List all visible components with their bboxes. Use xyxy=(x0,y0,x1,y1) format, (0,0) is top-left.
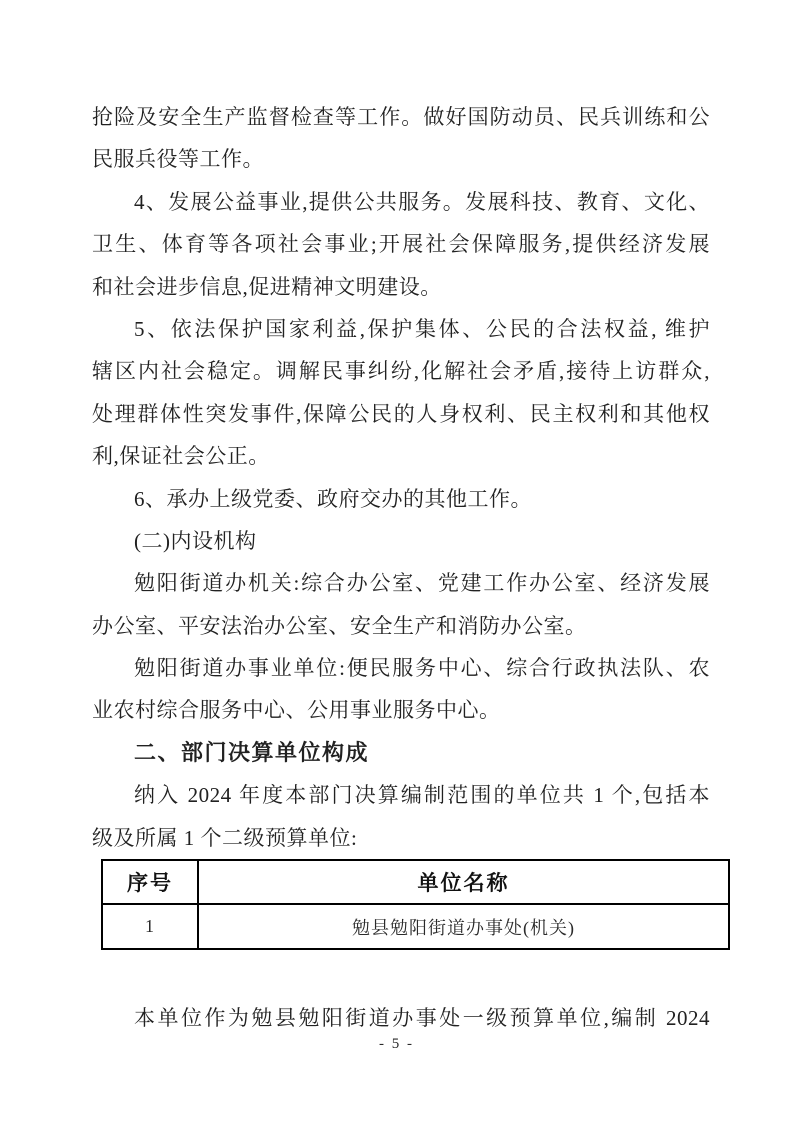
page-number: - 5 - xyxy=(379,1036,414,1052)
text-line: 和社会进步信息,促进精神文明建设。 xyxy=(92,274,442,299)
text-line: 辖区内社会稳定。调解民事纠纷,化解社会矛盾,接待上访群众, xyxy=(92,359,710,384)
cell-index: 1 xyxy=(102,904,198,949)
text-line: 5、依法保护国家利益,保护集体、公民的合法权益, 维护 xyxy=(134,316,710,341)
text-line: 勉阳街道办事业单位:便民服务中心、综合行政执法队、农 xyxy=(134,656,710,681)
table-row xyxy=(102,904,729,949)
text-line: 4、发展公益事业,提供公共服务。发展科技、教育、文化、 xyxy=(134,189,710,214)
column-header-index: 序号 xyxy=(102,860,198,904)
text-line: 业农村综合服务中心、公用事业服务中心。 xyxy=(92,698,501,723)
section-heading: 二、部门决算单位构成 xyxy=(134,739,370,765)
text-line: 处理群体性突发事件,保障公民的人身权利、民主权利和其他权 xyxy=(92,401,710,426)
text-line: 办公室、平安法治办公室、安全生产和消防办公室。 xyxy=(92,613,587,638)
text-line: 勉阳街道办机关:综合办公室、党建工作办公室、经济发展 xyxy=(134,571,710,596)
text-line: 级及所属 1 个二级预算单位: xyxy=(92,825,358,850)
text-line: 本单位作为勉县勉阳街道办事处一级预算单位,编制 2024 xyxy=(134,1006,710,1031)
table-header-row xyxy=(102,860,729,904)
text-line: 6、承办上级党委、政府交办的其他工作。 xyxy=(134,486,532,511)
units-table xyxy=(101,859,730,950)
text-line: 纳入 2024 年度本部门决算编制范围的单位共 1 个,包括本 xyxy=(134,783,710,808)
cell-unit-name: 勉县勉阳街道办事处(机关) xyxy=(198,904,729,949)
text-line: 民服兵役等工作。 xyxy=(92,147,264,172)
text-line: 抢险及安全生产监督检查等工作。做好国防动员、民兵训练和公 xyxy=(92,105,710,129)
document-body xyxy=(92,96,710,1039)
subsection-heading: (二)内设机构 xyxy=(134,528,257,553)
text-line: 卫生、体育等各项社会事业;开展社会保障服务,提供经济发展 xyxy=(92,232,710,257)
column-header-unit-name: 单位名称 xyxy=(198,860,729,904)
text-line: 利,保证社会公正。 xyxy=(92,444,270,469)
